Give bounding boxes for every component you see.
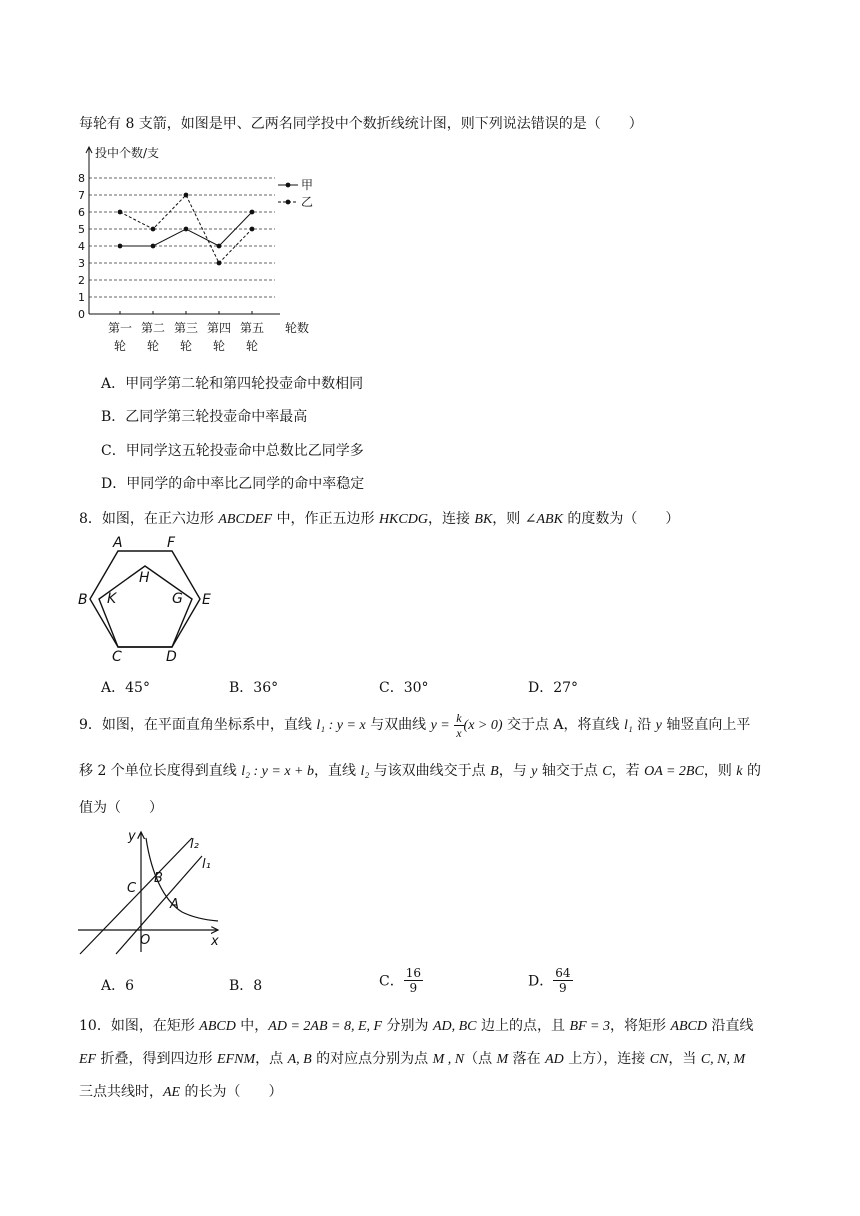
legend-marker-1 — [286, 183, 291, 188]
q9-stem-line-2: 移 2 个单位长度得到直线 l₂ : y = x + b，直线 l₂ 与该双曲线交于点 B，与 y 轴交于点 C，若 OA = 2BC，则 k 的 — [79, 763, 761, 779]
x-tick-label-1-1: 第一 — [107, 321, 133, 335]
x-tick-label-2-2: 轮 — [146, 339, 160, 353]
q9-option-a[interactable]: A．6 — [101, 978, 135, 994]
series-2-point-1 — [118, 210, 123, 215]
q7-option-a[interactable]: A．甲同学第二轮和第四轮投壶命中数相同 — [101, 376, 364, 392]
q10-stem-line-1: 10．如图，在矩形 ABCD 中，AD = 2AB = 8, E, F 分别为 AD, BC 边上的点，且 BF = 3，将矩形 ABCD 沿直线 — [79, 1018, 754, 1034]
chart-axes — [78, 145, 309, 353]
chart-legend — [278, 178, 313, 209]
label-A: A — [113, 535, 123, 551]
legend-marker-2 — [286, 200, 291, 205]
y-axis-title: 投中个数/支 — [95, 146, 160, 160]
label-C: C — [112, 649, 122, 663]
q7-line-chart — [70, 142, 410, 357]
y-tick-label-6: 6 — [78, 206, 85, 219]
q7-option-c[interactable]: C．甲同学这五轮投壶命中总数比乙同学多 — [101, 443, 364, 459]
label-l2: l₂ — [190, 837, 199, 852]
x-axis-title: 轮数 — [285, 321, 310, 335]
y-tick-label-3: 3 — [78, 257, 85, 270]
label-A: A — [170, 897, 179, 912]
series-2-point-3 — [184, 193, 189, 198]
q9-option-d[interactable]: D． $\frac{64}{9}$ — [528, 966, 571, 995]
label-D: D — [166, 649, 177, 663]
x-tick-label-5-2: 轮 — [245, 339, 259, 353]
y-tick-label-8: 8 — [78, 172, 85, 185]
label-O: O — [140, 933, 151, 948]
label-x: x — [211, 934, 219, 949]
series-2-point-5 — [250, 227, 255, 232]
label-y: y — [128, 829, 136, 844]
q7-option-d[interactable]: D．甲同学的命中率比乙同学的命中率稳定 — [101, 476, 365, 492]
chart-series — [118, 193, 255, 266]
x-tick-label-1-2: 轮 — [113, 339, 127, 353]
q7-stem: 每轮有 8 支箭，如图是甲、乙两名同学投中个数折线统计图，则下列说法错误的是（ ） — [79, 116, 643, 132]
q9-coordinate-figure — [74, 826, 234, 956]
q8-stem: 8．如图，在正六边形 ABCDEF 中，作正五边形 HKCDG，连接 BK，则 ∠ABK 的度数为（ ） — [79, 511, 680, 527]
x-tick-label-4-2: 轮 — [212, 339, 226, 353]
series-1-point-4 — [217, 244, 222, 249]
series-2-point-4 — [217, 261, 222, 266]
y-tick-label-4: 4 — [78, 240, 85, 253]
q10-stem-line-3: 三点共线时，AE 的长为（ ） — [79, 1084, 283, 1100]
q7-option-b[interactable]: B．乙同学第三轮投壶命中率最高 — [101, 409, 308, 425]
series-1-point-3 — [184, 227, 189, 232]
label-E: E — [202, 592, 211, 608]
label-K: K — [107, 591, 117, 607]
label-F: F — [167, 535, 176, 551]
q10-stem-line-2: EF 折叠，得到四边形 EFNM，点 A, B 的对应点分别为点 M , N（点 M 落在 AD 上方），连接 CN，当 C, N, M — [79, 1051, 746, 1067]
x-tick-label-2-1: 第二 — [140, 321, 166, 335]
q8-option-a[interactable]: A．45° — [101, 680, 150, 696]
label-B: B — [154, 871, 163, 886]
series-2-point-2 — [151, 227, 156, 232]
label-B: B — [78, 592, 88, 608]
y-tick-label-5: 5 — [78, 223, 85, 236]
series-1-point-2 — [151, 244, 156, 249]
k-over-x-fraction: $\frac{k}{x}$ — [456, 710, 462, 740]
y-tick-label-2: 2 — [78, 274, 85, 287]
label-G: G — [172, 591, 183, 607]
x-tick-label-3-2: 轮 — [179, 339, 193, 353]
q9-stem-line-1: 9．如图，在平面直角坐标系中，直线 l₁ : y = x 与双曲线 y = $\frac{k}{x}$ (x > 0) 交于点 A，将直线 l₁ 沿 y 轴竖直向上平 — [79, 710, 751, 740]
q8-option-b[interactable]: B．36° — [229, 680, 279, 696]
legend-label-1: 甲 — [301, 178, 314, 192]
x-tick-label-5-1: 第五 — [239, 321, 265, 335]
label-C: C — [127, 881, 137, 896]
q8-option-d[interactable]: D．27° — [528, 680, 579, 696]
series-1-point-5 — [250, 210, 255, 215]
series-1-point-1 — [118, 244, 123, 249]
label-H: H — [139, 570, 150, 586]
q8-hexagon-figure — [74, 533, 224, 663]
x-tick-label-3-1: 第三 — [173, 321, 199, 335]
y-tick-label-0: 0 — [78, 308, 85, 321]
x-tick-label-4-1: 第四 — [206, 321, 232, 335]
label-l1: l₁ — [202, 857, 211, 872]
line-l2 — [80, 838, 192, 954]
legend-label-2: 乙 — [301, 195, 314, 209]
chart-grid — [89, 178, 275, 297]
y-tick-label-1: 1 — [78, 291, 85, 304]
q8-option-c[interactable]: C．30° — [379, 680, 429, 696]
q9-option-b[interactable]: B．8 — [229, 978, 263, 994]
q9-option-c[interactable]: C． $\frac{16}{9}$ — [379, 966, 421, 995]
q9-stem-line-3: 值为（ ） — [79, 800, 163, 816]
y-tick-label-7: 7 — [78, 189, 85, 202]
